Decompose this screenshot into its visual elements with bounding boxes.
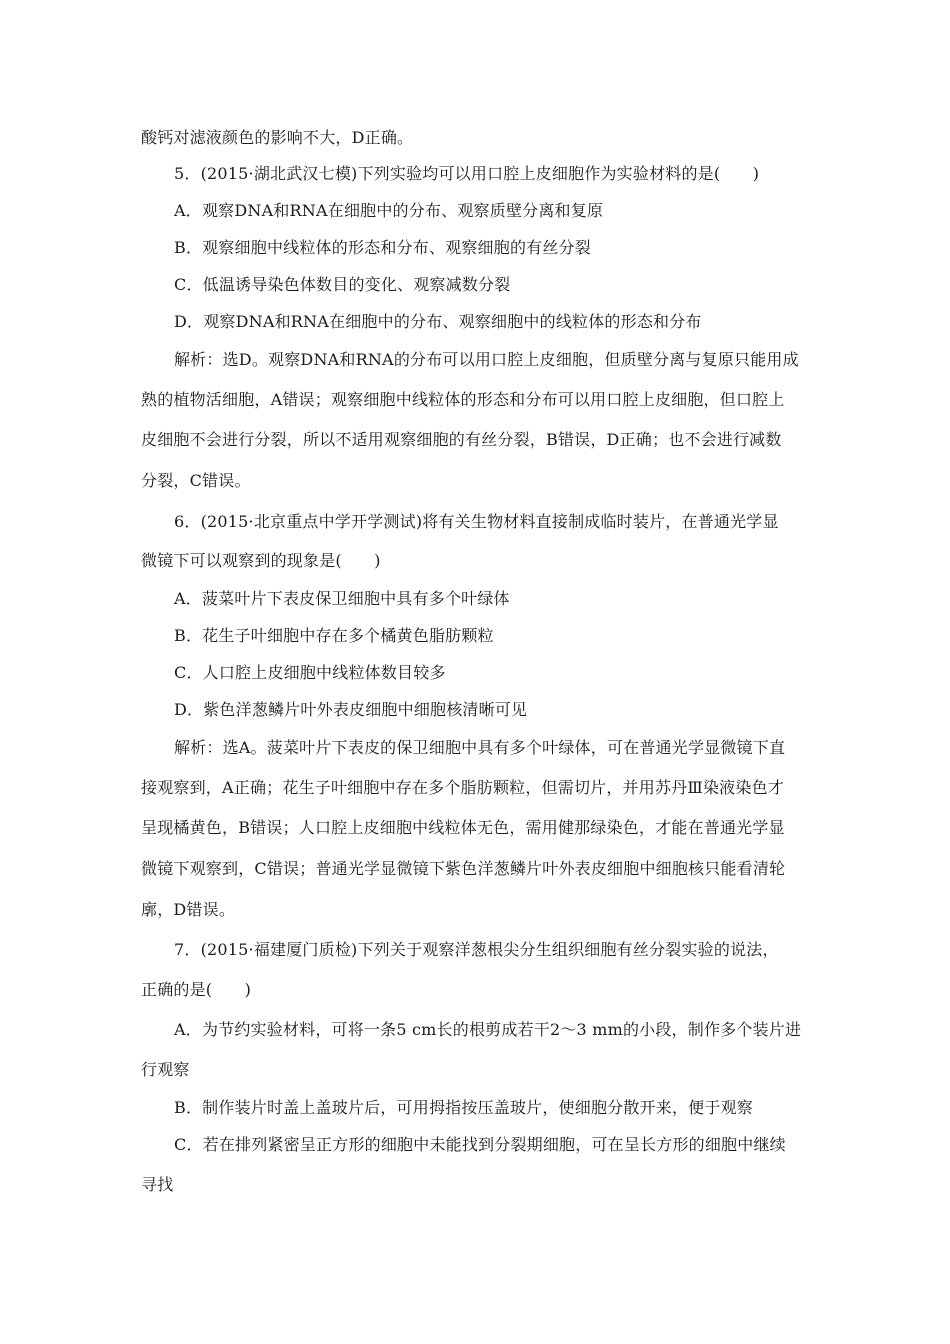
question-6-option-a: A．菠菜叶片下表皮保卫细胞中具有多个叶绿体 (174, 589, 510, 608)
text-line: 正确的是( ) (141, 980, 252, 999)
text-line: 分裂，C错误。 (141, 471, 251, 490)
text-line: 接观察到，A正确；花生子叶细胞中存在多个脂肪颗粒，但需切片，并用苏丹Ⅲ染液染色才 (141, 778, 784, 797)
text-line: 廓，D错误。 (141, 900, 236, 919)
question-5-option-a: A．观察DNA和RNA在细胞中的分布、观察质壁分离和复原 (174, 201, 604, 220)
question-7-option-b: B．制作装片时盖上盖玻片后，可用拇指按压盖玻片，使细胞分散开来，便于观察 (174, 1098, 753, 1117)
question-7-stem: 7．(2015·福建厦门质检)下列关于观察洋葱根尖分生组织细胞有丝分裂实验的说法， (174, 940, 779, 959)
text-line: 酸钙对滤液颜色的影响不大，D正确。 (141, 128, 414, 147)
question-7-option-a: A．为节约实验材料，可将一条5 cm长的根剪成若干2～3 mm的小段，制作多个装片进 (174, 1020, 802, 1039)
question-6-option-b: B．花生子叶细胞中存在多个橘黄色脂肪颗粒 (174, 626, 494, 645)
text-line: 微镜下观察到，C错误；普通光学显微镜下紫色洋葱鳞片叶外表皮细胞中细胞核只能看清轮 (141, 859, 786, 878)
text-line: 熟的植物活细胞，A错误；观察细胞中线粒体的形态和分布可以用口腔上皮细胞，但口腔上 (141, 390, 785, 409)
question-7-option-c: C．若在排列紧密呈正方形的细胞中未能找到分裂期细胞，可在呈长方形的细胞中继续 (174, 1135, 786, 1154)
question-5-option-b: B．观察细胞中线粒体的形态和分布、观察细胞的有丝分裂 (174, 238, 591, 257)
question-6-stem: 6．(2015·北京重点中学开学测试)将有关生物材料直接制成临时装片，在普通光学显 (174, 512, 779, 531)
question-5-option-c: C．低温诱导染色体数目的变化、观察减数分裂 (174, 275, 511, 294)
text-line: 行观察 (141, 1060, 190, 1079)
question-5-stem: 5．(2015·湖北武汉七模)下列实验均可以用口腔上皮细胞作为实验材料的是( ) (174, 164, 760, 183)
question-6-explanation: 解析：选A。菠菜叶片下表皮的保卫细胞中具有多个叶绿体，可在普通光学显微镜下直 (174, 738, 786, 757)
text-line: 皮细胞不会进行分裂，所以不适用观察细胞的有丝分裂，B错误，D正确；也不会进行减数 (141, 430, 782, 449)
text-line: 寻找 (141, 1175, 174, 1194)
question-5-option-d: D．观察DNA和RNA在细胞中的分布、观察细胞中的线粒体的形态和分布 (174, 312, 702, 331)
question-6-option-c: C．人口腔上皮细胞中线粒体数目较多 (174, 663, 446, 682)
question-6-option-d: D．紫色洋葱鳞片叶外表皮细胞中细胞核清晰可见 (174, 700, 528, 719)
text-line: 呈现橘黄色，B错误；人口腔上皮细胞中线粒体无色，需用健那绿染色，才能在普通光学显 (141, 818, 785, 837)
question-5-explanation: 解析：选D。观察DNA和RNA的分布可以用口腔上皮细胞，但质壁分离与复原只能用成 (174, 350, 799, 369)
text-line: 微镜下可以观察到的现象是( ) (141, 551, 381, 570)
